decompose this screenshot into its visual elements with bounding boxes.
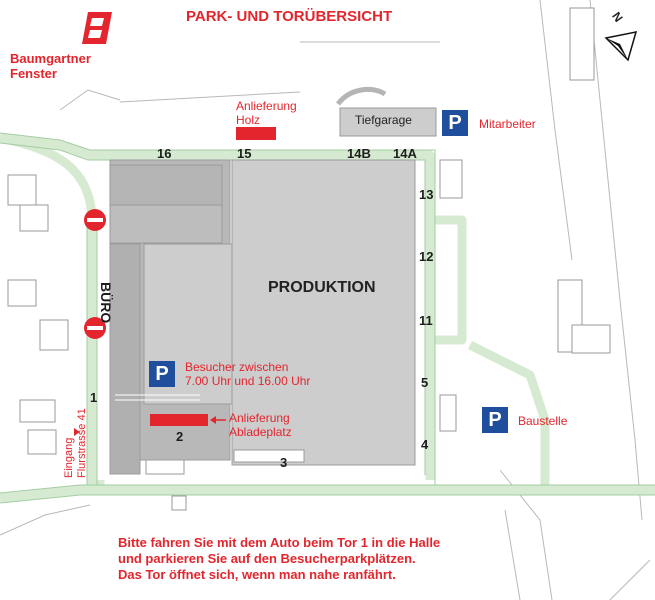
gate-2: 2 [176, 429, 184, 444]
parking-visitors-label: Besucher zwischen 7.00 Uhr und 16.00 Uhr [185, 360, 311, 388]
instruction-note: Bitte fahren Sie mit dem Auto beim Tor 1 in die Halle und parkieren Sie auf den Besucherparkplätzen. Das Tor öffnet sich, wenn man nahe ranfährt. [118, 535, 441, 582]
gate-1: 1 [90, 390, 98, 405]
gate-11: 11 [419, 313, 433, 328]
gate-14a: 14A [393, 146, 417, 161]
company-name: Baumgartner Fenster [10, 51, 91, 81]
gate-12: 12 [419, 249, 434, 264]
company-logo [82, 12, 112, 44]
north-arrow [606, 32, 636, 60]
gate-15: 15 [237, 146, 252, 161]
gate-3: 3 [280, 455, 288, 470]
delivery-unloading-label: Anlieferung Abladeplatz [229, 411, 292, 439]
gate-4: 4 [421, 437, 429, 452]
gate-13: 13 [419, 187, 434, 202]
production-label: PRODUKTION [268, 279, 376, 296]
parking-site-label: Baustelle [518, 414, 568, 428]
entrance-label: Eingang Flurstrasse 41 [63, 408, 88, 478]
gate-16: 16 [157, 146, 172, 161]
north-label: N [609, 9, 626, 25]
gate-14b: 14B [347, 146, 371, 161]
no-entry-sign-upper [84, 209, 106, 231]
parking-visitors-icon: P [149, 361, 175, 387]
garage-label: Tiefgarage [355, 113, 412, 127]
parking-employees-icon: P [442, 110, 468, 136]
office-label: BÜRO [98, 282, 114, 324]
parking-employees-label: Mitarbeiter [479, 117, 536, 131]
parking-site-icon: P [482, 407, 508, 433]
page-title: PARK- UND TORÜBERSICHT [186, 8, 393, 25]
gate-5: 5 [421, 375, 429, 390]
delivery-unloading-marker [150, 414, 208, 426]
delivery-wood-marker [236, 127, 276, 140]
delivery-wood-label: Anlieferung Holz [236, 99, 297, 127]
